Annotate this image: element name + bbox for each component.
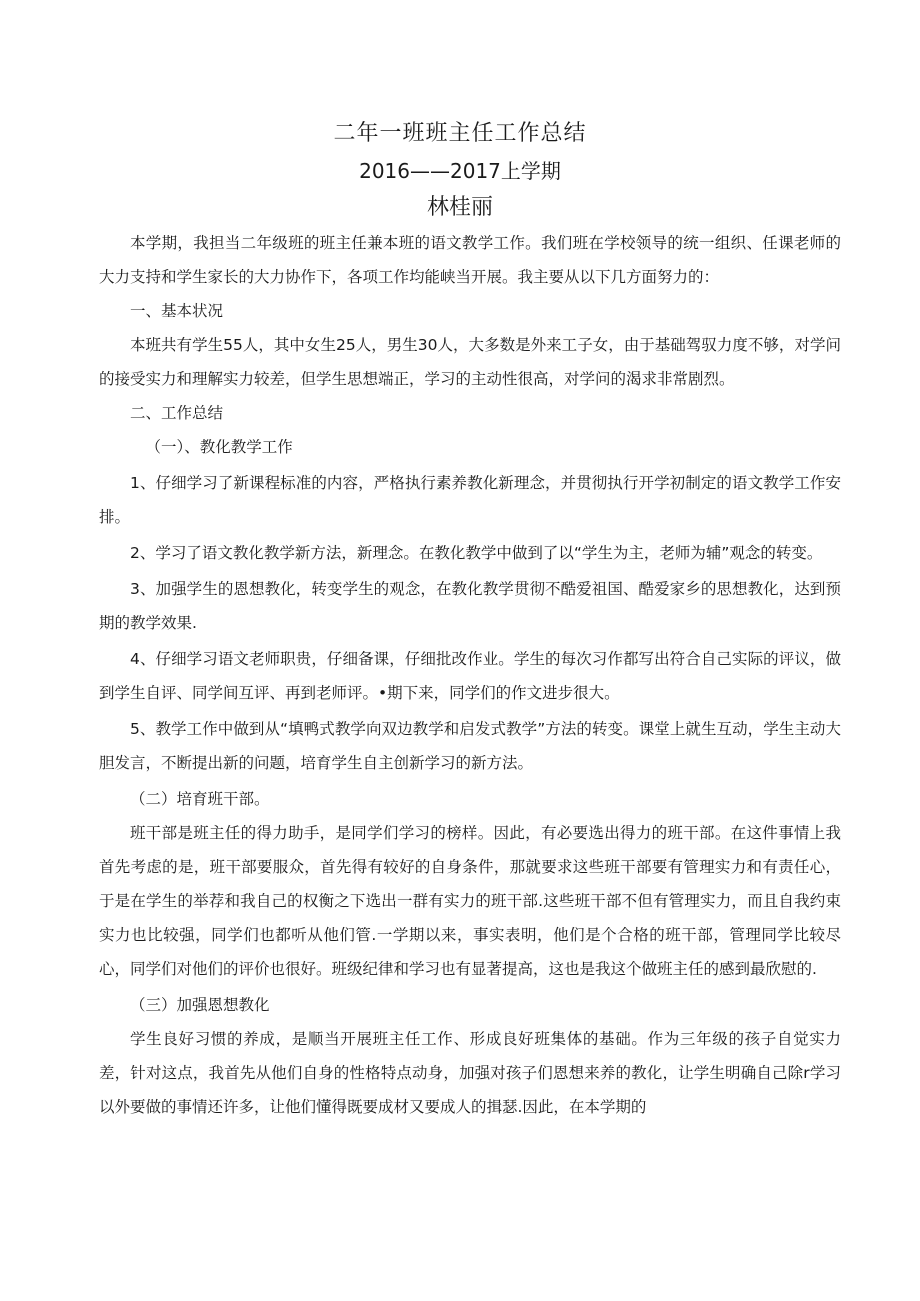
document-title: 二年一班班主任工作总结 <box>333 121 587 146</box>
subsection-body-cadres: 班干部是班主任的得力助手，是同学们学习的榜样。因此，有必要选出得力的班干部。在这件事情上我首先考虑的是，班干部要服众，首先得有较好的自身条件，那就要求这些班干部要有管理实力和有责任心，于是在学生的举荐和我自己的权衡之下选出一群有实力的班干部.这些班干部不但有管理实力，而且自我约束实力也比较强，同学们也都听从他们管.一学期以来，事实表明，他们是个合格的班干部，管理同学比较尽心，同学们对他们的评价也很好。班级纪律和学习也有显著提高，这也是我这个做班主任的感到最欣慰的. <box>99 824 841 978</box>
list-item: 4、仔细学习语文老师职贵，仔细备课，仔细批改作业。学生的每次习作都写出符合自己实际的评议，做到学生自评、同学间互评、再到老师评。•期下来，同学们的作文进步很大。 <box>99 650 841 702</box>
intro-paragraph: 本学期，我担当二年级班的班主任兼本班的语文教学工作。我们班在学校领导的统一组织、任课老师的大力支持和学生家长的大力协作下，各项工作均能峡当开展。我主要从以下几方面努力的： <box>99 234 841 286</box>
subsection-heading-cadres: （二）培育班干部。 <box>130 790 270 808</box>
list-item: 1、仔细学习了新课程标准的内容，严格执行素养教化新理念，并贯彻执行开学初制定的语文教学工作安排。 <box>99 474 841 526</box>
subsection-heading-ideology: （三）加强恩想教化 <box>130 996 270 1014</box>
list-item: 2、学习了语文教化教学新方法，新理念。在教化教学中做到了以“学生为主，老师为辅”观念的转变。 <box>130 544 823 562</box>
section-heading-basic: 一、基本状况 <box>130 302 224 320</box>
list-item: 5、教学工作中做到从“填鸭式教学向双边教学和启发式教学”方法的转变。课堂上就生互动，学生主动大胆发言，不断提出新的问题，培育学生自主创新学习的新方法。 <box>99 720 841 772</box>
subsection-body-ideology: 学生良好习惯的养成，是顺当开展班主任工作、形成良好班集体的基础。作为三年级的孩子自觉实力差，针对这点，我首先从他们自身的性格特点动身，加强对孩子们恩想来养的教化，让学生明确自己除r学习以外要做的事情还许多，让他们懂得既要成材又要成人的揖瑟.因此，在本学期的 <box>99 1030 841 1116</box>
subsection-heading-teaching: （一）、教化教学工作 <box>145 438 293 456</box>
document-body <box>99 226 841 1124</box>
section-heading-summary: 二、工作总结 <box>130 404 224 422</box>
document-author: 林桂丽 <box>426 195 493 220</box>
document-term: 2016——2017上学期 <box>359 159 561 183</box>
list-item: 3、加强学生的恩想教化，转变学生的观念，在教化教学贯彻不酷爱祖国、酷爱家乡的思想教化，达到预期的教学效果. <box>99 580 841 632</box>
section-body-basic: 本班共有学生55人，其中女生25人，男生30人，大多数是外来工子女，由于基础驾驭力度不够，对学问的接受实力和理解实力较差，但学生思想端正，学习的主动性很高，对学问的渴求非常剧烈。 <box>99 336 841 388</box>
